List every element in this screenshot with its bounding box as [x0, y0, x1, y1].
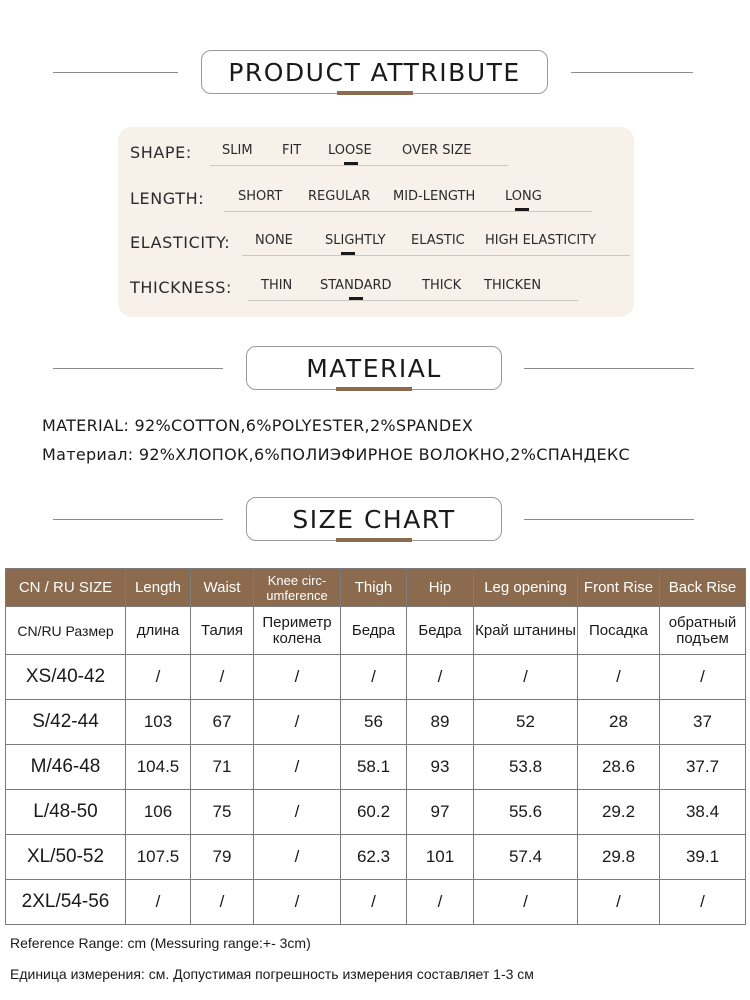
- header-cell: Back Rise: [660, 569, 746, 607]
- attr-option-selected: SLIGHTLY: [325, 233, 386, 248]
- header-cell: длина: [126, 607, 191, 655]
- section-title: PRODUCT ATTRIBUTE: [201, 50, 548, 94]
- selected-marker: [344, 162, 358, 165]
- attr-label: SHAPE:: [130, 143, 192, 162]
- attr-underline: [248, 300, 578, 301]
- attr-option: THIN: [261, 278, 293, 293]
- material-text-en: MATERIAL: 92%COTTON,6%POLYESTER,2%SPANDEX: [42, 416, 474, 435]
- measurement-cell: /: [341, 880, 407, 925]
- attr-option: OVER SIZE: [402, 143, 472, 158]
- selected-marker: [515, 208, 529, 211]
- measurement-cell: /: [660, 880, 746, 925]
- header-row-ru: [6, 607, 746, 655]
- material-header: [0, 346, 750, 396]
- attribute-panel: [118, 127, 634, 317]
- measurement-cell: /: [578, 655, 660, 700]
- size-chart-header: [0, 497, 750, 547]
- measurement-cell: 37: [660, 700, 746, 745]
- table-row: [6, 880, 746, 925]
- measurement-cell: 55.6: [474, 790, 578, 835]
- section-title: MATERIAL: [246, 346, 502, 390]
- measurement-cell: 75: [191, 790, 254, 835]
- header-cell: Бедра: [407, 607, 474, 655]
- measurement-cell: 101: [407, 835, 474, 880]
- reference-note-ru: Единица измерения: см. Допустимая погрешность измерения составляет 1-3 см: [10, 966, 534, 982]
- header-cell: Waist: [191, 569, 254, 607]
- header-cell: Край штанины: [474, 607, 578, 655]
- attr-option-selected: LOOSE: [328, 143, 372, 158]
- measurement-cell: 28.6: [578, 745, 660, 790]
- header-cell: Бедра: [341, 607, 407, 655]
- attr-label: ELASTICITY:: [130, 233, 231, 252]
- measurement-cell: /: [578, 880, 660, 925]
- measurement-cell: /: [341, 655, 407, 700]
- measurement-cell: 53.8: [474, 745, 578, 790]
- measurement-cell: /: [474, 655, 578, 700]
- measurement-cell: 89: [407, 700, 474, 745]
- measurement-cell: /: [191, 880, 254, 925]
- attr-option-selected: STANDARD: [320, 278, 392, 293]
- size-cell: XL/50-52: [6, 835, 126, 880]
- divider-left: [53, 519, 223, 520]
- attr-option: SLIM: [222, 143, 253, 158]
- header-cell: CN/RU Размер: [6, 607, 126, 655]
- header-cell: Knee circ-umference: [254, 569, 341, 607]
- table-row: [6, 745, 746, 790]
- attr-underline: [210, 165, 508, 166]
- table-row: [6, 700, 746, 745]
- attr-option: THICKEN: [484, 278, 542, 293]
- table-row: [6, 655, 746, 700]
- measurement-cell: /: [126, 880, 191, 925]
- measurement-cell: /: [254, 880, 341, 925]
- size-cell: 2XL/54-56: [6, 880, 126, 925]
- header-cell: Посадка: [578, 607, 660, 655]
- header-cell: Leg opening: [474, 569, 578, 607]
- size-cell: S/42-44: [6, 700, 126, 745]
- measurement-cell: 62.3: [341, 835, 407, 880]
- measurement-cell: 107.5: [126, 835, 191, 880]
- measurement-cell: /: [254, 790, 341, 835]
- header-cell: Front Rise: [578, 569, 660, 607]
- measurement-cell: 52: [474, 700, 578, 745]
- measurement-cell: /: [474, 880, 578, 925]
- attr-underline: [242, 255, 630, 256]
- attr-option: MID-LENGTH: [393, 189, 476, 204]
- attr-option-selected: LONG: [505, 189, 542, 204]
- table-row: [6, 835, 746, 880]
- measurement-cell: 104.5: [126, 745, 191, 790]
- measurement-cell: 79: [191, 835, 254, 880]
- measurement-cell: /: [126, 655, 191, 700]
- measurement-cell: 103: [126, 700, 191, 745]
- divider-right: [524, 519, 694, 520]
- divider-right: [571, 72, 693, 73]
- attr-option: SHORT: [238, 189, 283, 204]
- divider-left: [53, 368, 223, 369]
- measurement-cell: 39.1: [660, 835, 746, 880]
- header-cell: Талия: [191, 607, 254, 655]
- header-cell: CN / RU SIZE: [6, 569, 126, 607]
- attr-option: HIGH ELASTICITY: [485, 233, 597, 248]
- measurement-cell: 93: [407, 745, 474, 790]
- measurement-cell: 58.1: [341, 745, 407, 790]
- measurement-cell: /: [407, 880, 474, 925]
- header-row-en: [6, 569, 746, 607]
- measurement-cell: 97: [407, 790, 474, 835]
- section-title: SIZE CHART: [246, 497, 502, 541]
- measurement-cell: 28: [578, 700, 660, 745]
- divider-left: [53, 72, 178, 73]
- attr-option: THICK: [422, 278, 462, 293]
- header-cell: Thigh: [341, 569, 407, 607]
- size-cell: L/48-50: [6, 790, 126, 835]
- measurement-cell: 57.4: [474, 835, 578, 880]
- measurement-cell: 60.2: [341, 790, 407, 835]
- title-accent-bar: [336, 387, 412, 391]
- attr-underline: [224, 211, 592, 212]
- reference-note-en: Reference Range: cm (Messuring range:+- 3cm): [10, 935, 311, 951]
- size-table: [5, 568, 746, 925]
- attr-row-length: [130, 187, 630, 217]
- measurement-cell: 38.4: [660, 790, 746, 835]
- title-accent-bar: [337, 91, 413, 95]
- header-cell: Length: [126, 569, 191, 607]
- measurement-cell: /: [660, 655, 746, 700]
- selected-marker: [341, 252, 355, 255]
- measurement-cell: /: [254, 655, 341, 700]
- attr-row-shape: [130, 141, 630, 171]
- attr-option: ELASTIC: [411, 233, 465, 248]
- attr-row-elasticity: [130, 231, 630, 261]
- header-cell: Периметр колена: [254, 607, 341, 655]
- size-cell: M/46-48: [6, 745, 126, 790]
- table-row: [6, 790, 746, 835]
- measurement-cell: /: [407, 655, 474, 700]
- measurement-cell: 67: [191, 700, 254, 745]
- material-text-ru: Материал: 92%ХЛОПОК,6%ПОЛИЭФИРНОЕ ВОЛОКНО,2%СПАНДЕКС: [42, 445, 631, 464]
- title-accent-bar: [336, 538, 412, 542]
- size-cell: XS/40-42: [6, 655, 126, 700]
- measurement-cell: /: [191, 655, 254, 700]
- measurement-cell: 106: [126, 790, 191, 835]
- measurement-cell: 29.2: [578, 790, 660, 835]
- measurement-cell: 29.8: [578, 835, 660, 880]
- measurement-cell: 71: [191, 745, 254, 790]
- divider-right: [524, 368, 694, 369]
- measurement-cell: 37.7: [660, 745, 746, 790]
- header-cell: Hip: [407, 569, 474, 607]
- attr-label: LENGTH:: [130, 189, 205, 208]
- measurement-cell: 56: [341, 700, 407, 745]
- measurement-cell: /: [254, 700, 341, 745]
- attr-label: THICKNESS:: [130, 278, 232, 297]
- measurement-cell: /: [254, 745, 341, 790]
- measurement-cell: /: [254, 835, 341, 880]
- attr-option: NONE: [255, 233, 293, 248]
- header-cell: обратный подъем: [660, 607, 746, 655]
- attr-option: REGULAR: [308, 189, 371, 204]
- attr-row-thickness: [130, 276, 630, 306]
- selected-marker: [349, 297, 363, 300]
- product-attribute-header: [0, 50, 750, 100]
- attr-option: FIT: [282, 143, 302, 158]
